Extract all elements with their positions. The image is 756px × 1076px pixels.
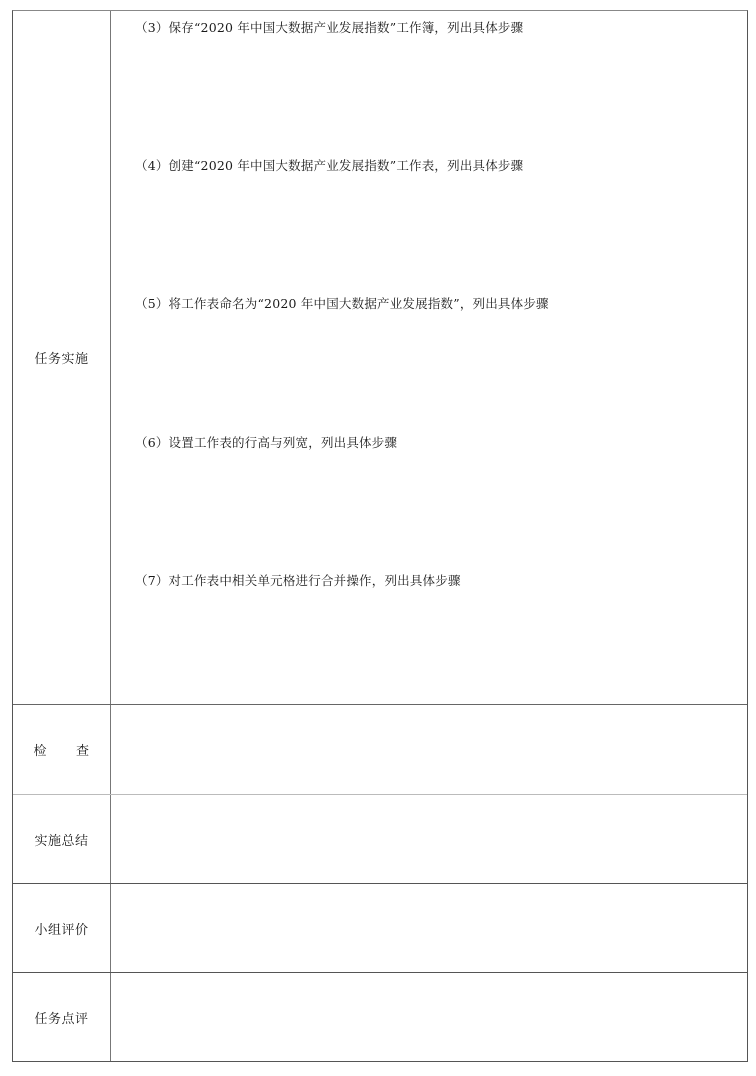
group-evaluation-row — [13, 884, 747, 973]
summary-row — [13, 795, 747, 884]
check-label-text — [34, 740, 90, 759]
summary-label-text: 实施总结 — [34, 833, 89, 849]
group-evaluation-label — [13, 884, 111, 972]
task-implementation-label — [13, 11, 111, 704]
step-7-text: （7）对工作表中相关单元格进行合并操作，列出具体步骤 — [135, 573, 461, 588]
task-review-label — [13, 973, 111, 1061]
summary-label — [13, 795, 111, 883]
check-label — [13, 705, 111, 794]
task-review-label-text: 任务点评 — [34, 1011, 89, 1027]
task-implementation-content — [111, 11, 747, 704]
task-implementation-row — [13, 11, 747, 705]
task-review-content[interactable] — [111, 973, 747, 1061]
check-label-char-2: 查 — [75, 744, 90, 759]
task-implementation-label-text: 任务实施 — [34, 352, 89, 367]
check-label-char-1: 检 — [33, 744, 48, 759]
summary-content[interactable] — [111, 795, 747, 883]
step-5-text: （5）将工作表命名为“2020 年中国大数据产业发展指数”，列出具体步骤 — [135, 296, 549, 311]
task-form-table — [12, 10, 748, 1062]
step-6-text: （6）设置工作表的行高与列宽，列出具体步骤 — [135, 435, 398, 450]
group-evaluation-content[interactable] — [111, 884, 747, 972]
task-review-row — [13, 973, 747, 1061]
check-row — [13, 705, 747, 795]
step-3-text: （3）保存“2020 年中国大数据产业发展指数”工作簿，列出具体步骤 — [135, 20, 524, 35]
step-4-text: （4）创建“2020 年中国大数据产业发展指数”工作表，列出具体步骤 — [135, 158, 524, 173]
group-evaluation-label-text: 小组评价 — [34, 922, 89, 938]
check-content[interactable] — [111, 705, 747, 794]
